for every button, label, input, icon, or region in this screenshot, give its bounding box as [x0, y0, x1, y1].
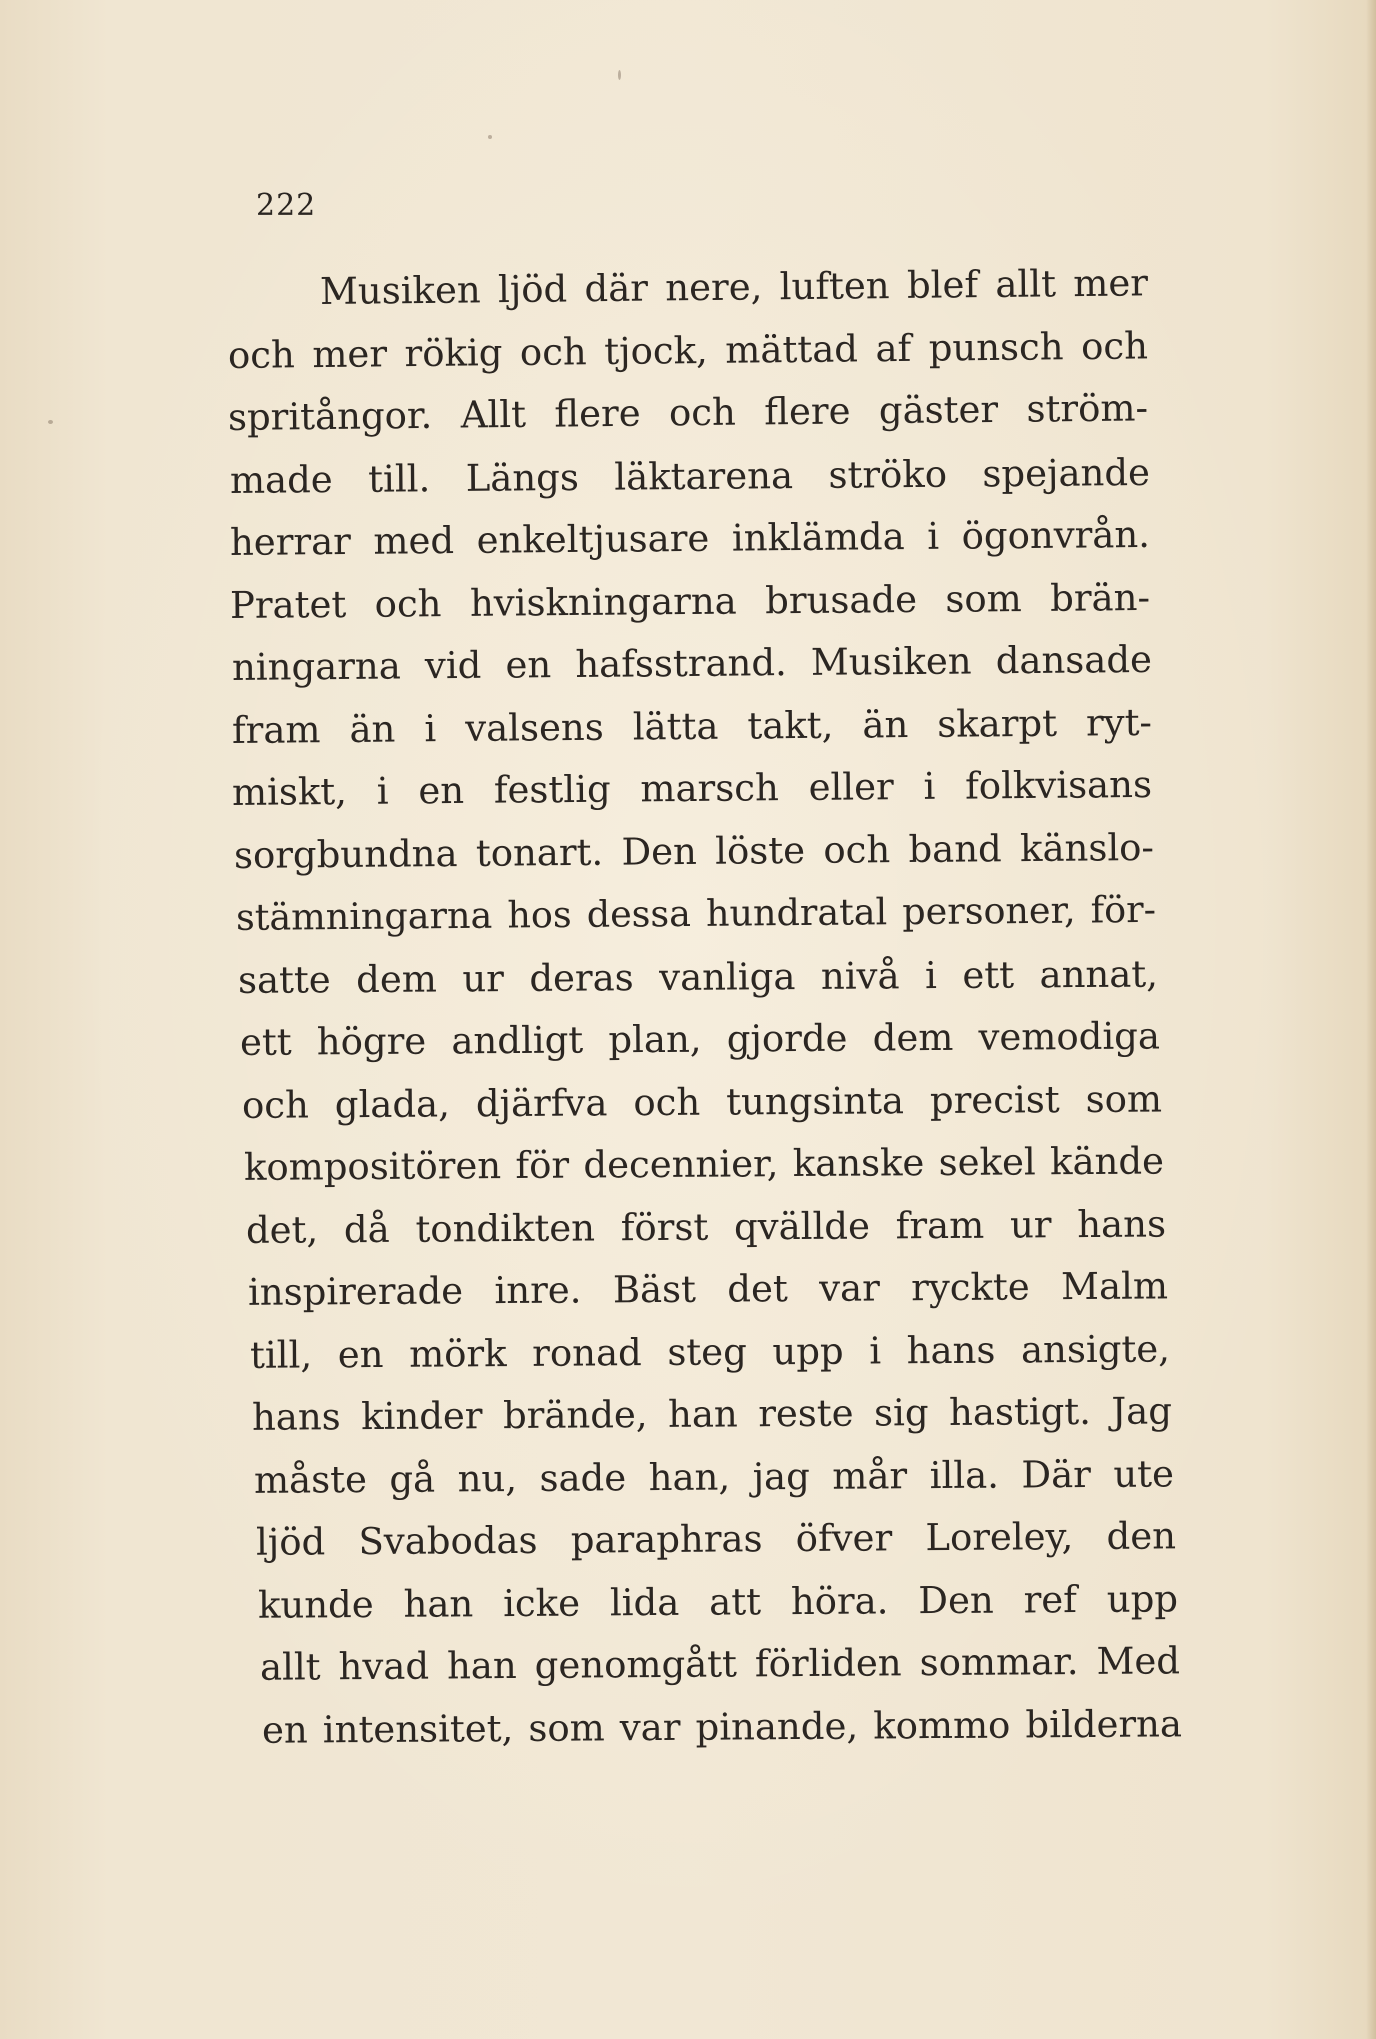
text-line: allt hvad han genomgått förliden sommar. Med	[259, 1639, 1181, 1689]
text-line: sorgbundna tonart. Den löste och band känslo-	[233, 825, 1155, 877]
page-number: 222	[256, 188, 317, 223]
body-text	[227, 261, 1183, 1762]
text-line: och glada, djärfva och tungsinta precist som	[241, 1076, 1163, 1127]
paper-speck	[618, 70, 621, 80]
text-line: ljöd Svabodas paraphras öfver Loreley, den	[255, 1514, 1177, 1564]
text-line: Pratet och hviskningarna brusade som brän-	[229, 575, 1151, 627]
paper-speck	[488, 135, 492, 139]
text-line: till, en mörk ronad steg upp i hans ansigte,	[249, 1326, 1171, 1377]
text-line: miskt, i en festlig marsch eller i folkvisans	[231, 762, 1153, 814]
text-line: det, då tondikten först qvällde fram ur hans	[245, 1201, 1167, 1252]
text-line: kompositören för decennier, kanske sekel kände	[243, 1139, 1165, 1189]
text-line: made till. Längs läktarena ströko spejande	[229, 450, 1151, 502]
text-line: spritångor. Allt flere och flere gäster ström-	[227, 386, 1149, 439]
text-line: en intensitet, som var pinande, kommo bilderna	[261, 1701, 1183, 1752]
text-line: stämningarna hos dessa hundratal personer, för-	[235, 887, 1157, 939]
text-line: satte dem ur deras vanliga nivå i ett annat,	[237, 952, 1159, 1002]
text-line: måste gå nu, sade han, jag mår illa. Där ute	[253, 1451, 1175, 1502]
text-line: hans kinder brände, han reste sig hastigt. Jag	[251, 1389, 1173, 1439]
text-line: Musiken ljöd där nere, luften blef allt mer	[319, 261, 1149, 314]
text-line: herrar med enkeltjusare inklämda i ögonvrån.	[229, 512, 1151, 564]
paper-speck	[48, 420, 53, 424]
text-line: ett högre andligt plan, gjorde dem vemodiga	[239, 1014, 1161, 1064]
text-line: ningarna vid en hafsstrand. Musiken dansade	[231, 637, 1153, 689]
text-line: kunde han icke lida att höra. Den ref upp	[257, 1576, 1179, 1627]
text-line: inspirerade inre. Bäst det var ryckte Malm	[247, 1264, 1169, 1314]
page-edge-shadow	[1366, 0, 1376, 2039]
text-line: fram än i valsens lätta takt, än skarpt ryt-	[231, 700, 1153, 752]
text-line: och mer rökig och tjock, mättad af punsch och	[227, 323, 1149, 377]
